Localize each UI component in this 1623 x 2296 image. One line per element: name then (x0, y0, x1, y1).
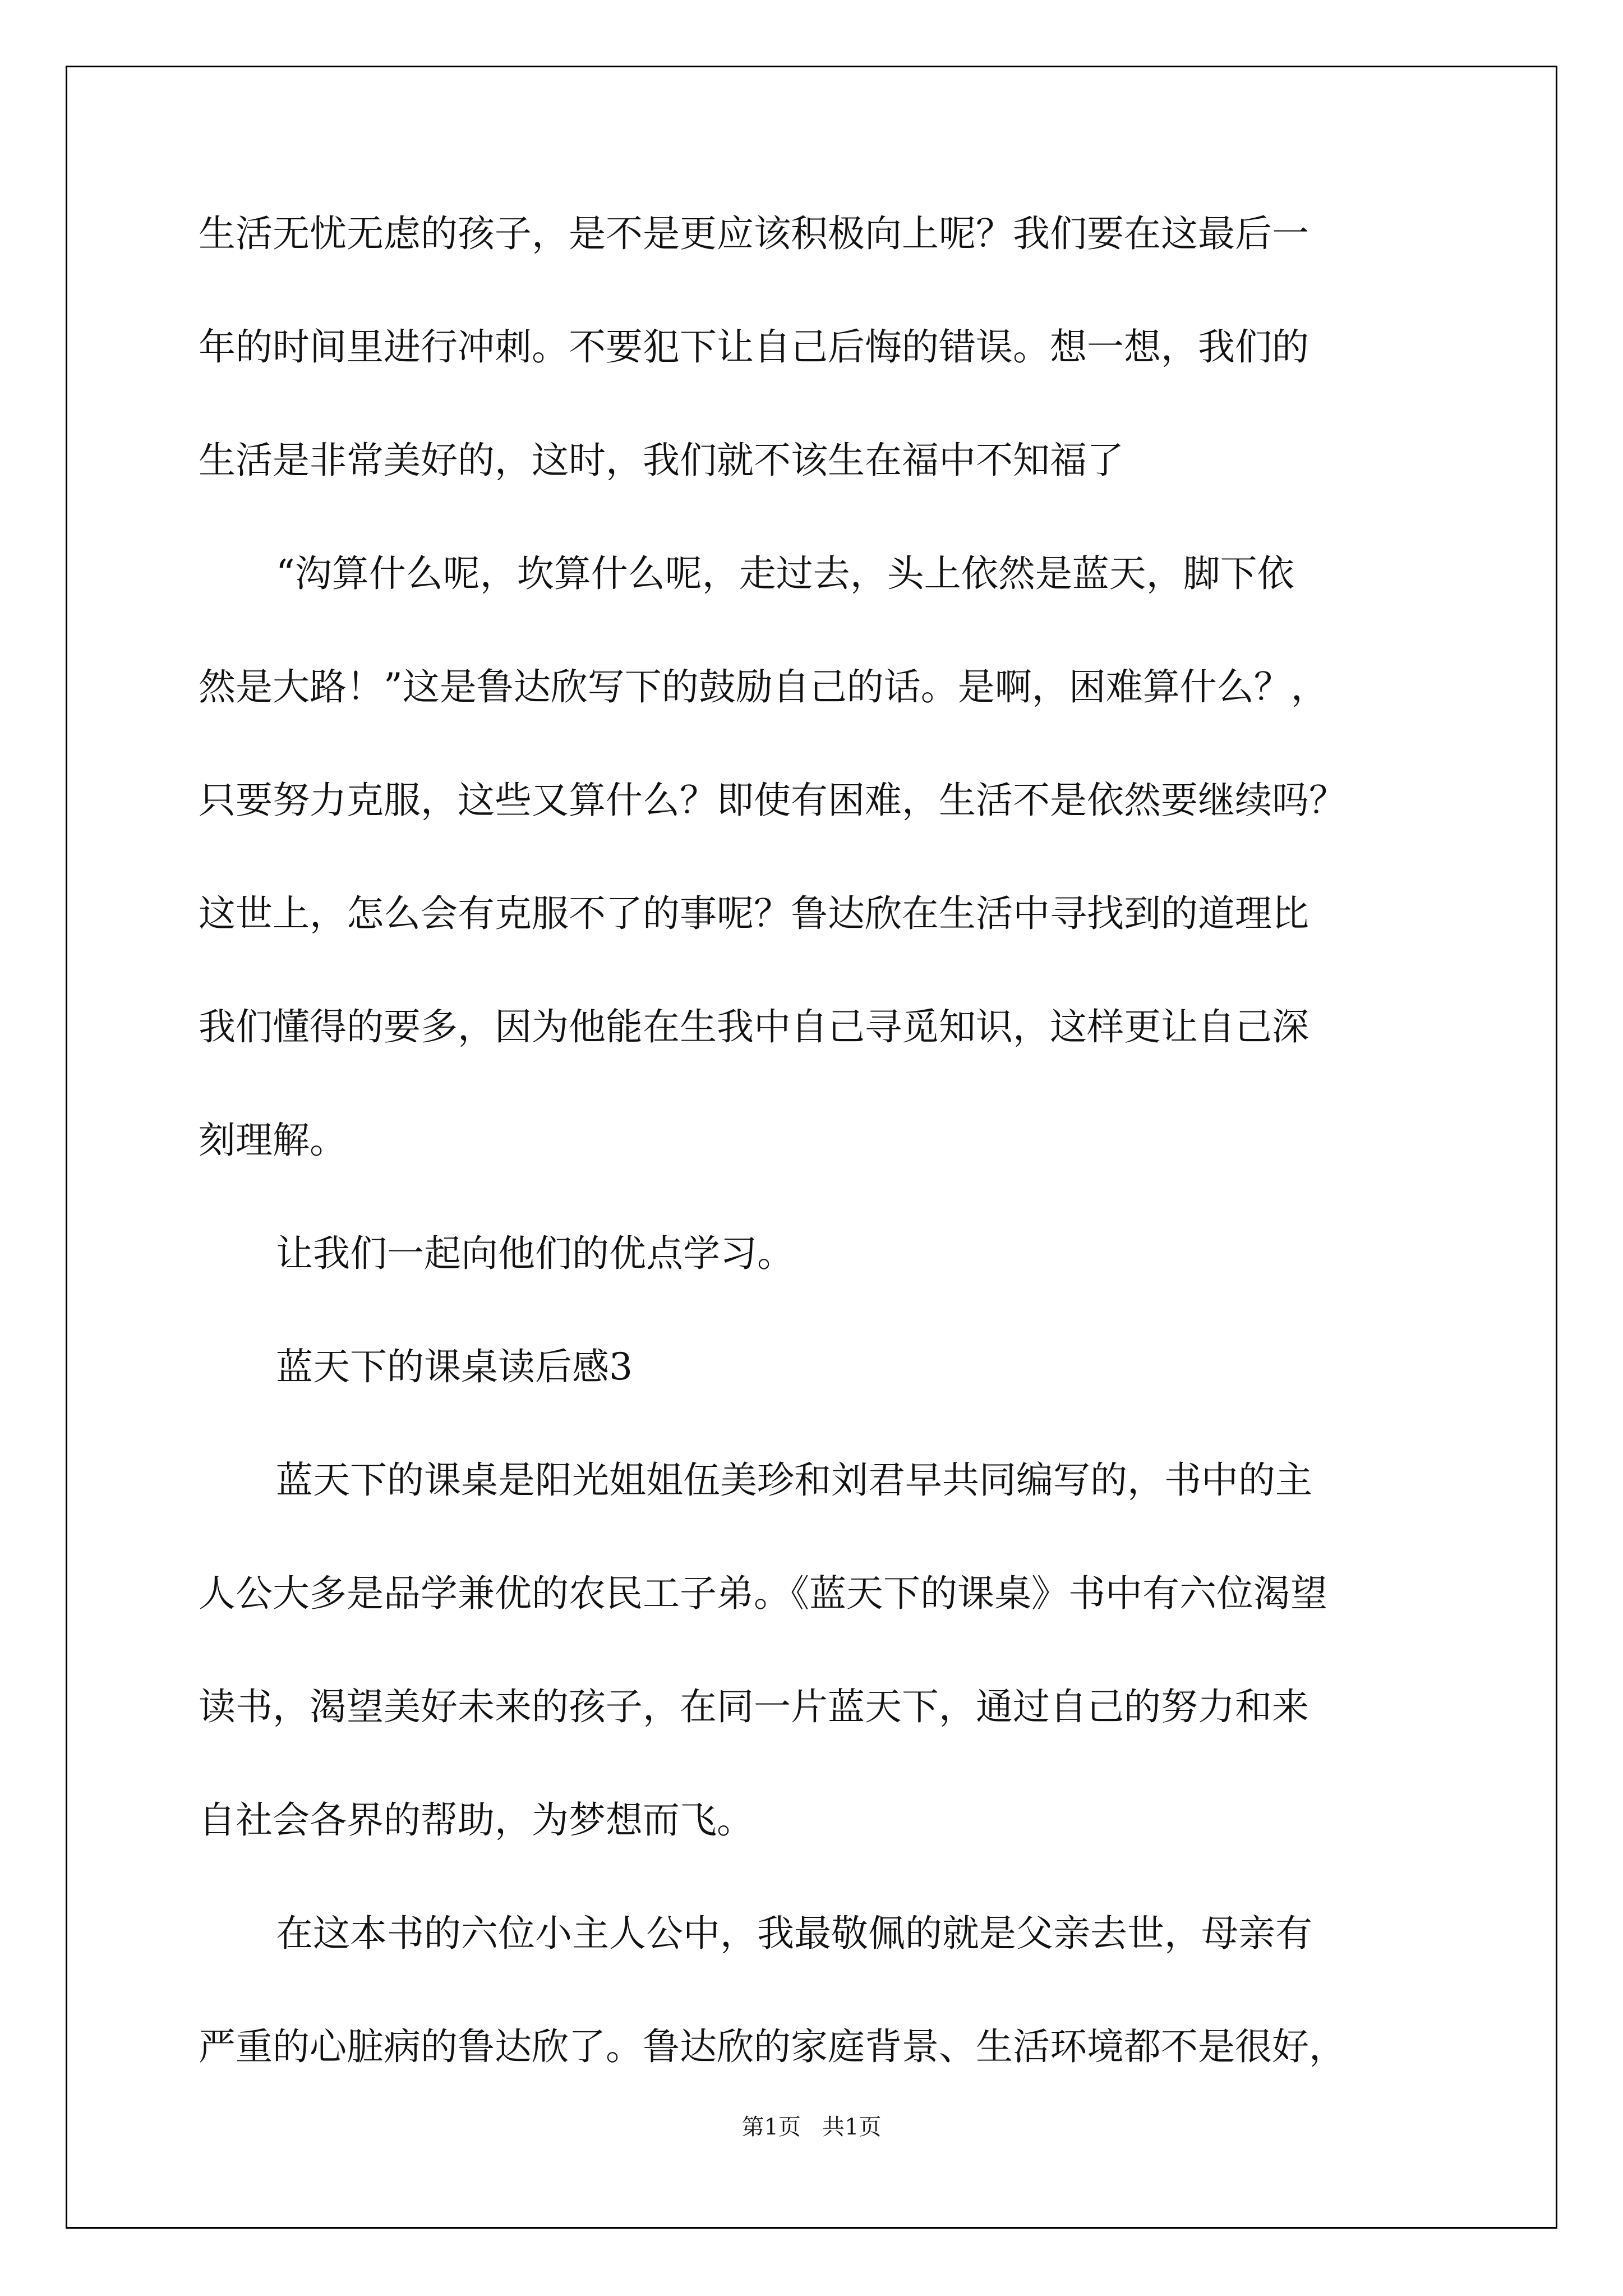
body-line: 刻理解。 (199, 1119, 347, 1162)
paragraph-start-line: 蓝天下的课桌是阳光姐姐伍美珍和刘君早共同编写的，书中的主 (276, 1458, 1312, 1502)
page-footer: 第1页 共1页 (741, 2114, 882, 2140)
body-line: 人公大多是品学兼优的农民工子弟。《蓝天下的课桌》书中有六位渴望 (199, 1572, 1327, 1615)
body-line: 这世上，怎么会有克服不了的事呢？鲁达欣在生活中寻找到的道理比 (199, 892, 1309, 935)
body-line: 只要努力克服，这些又算什么？即使有困难，生活不是依然要继续吗？ (199, 779, 1346, 822)
body-line: 读书，渴望美好未来的孩子，在同一片蓝天下，通过自己的努力和来 (199, 1685, 1309, 1728)
body-line: 我们懂得的要多，因为他能在生我中自己寻觅知识，这样更让自己深 (199, 1005, 1309, 1048)
body-line: 自社会各界的帮助，为梦想而飞。 (199, 1798, 754, 1842)
paragraph-start-line: 在这本书的六位小主人公中，我最敬佩的就是父亲去世，母亲有 (276, 1912, 1312, 1955)
body-line: 年的时间里进行冲刺。不要犯下让自己后悔的错误。想一想，我们的 (199, 325, 1309, 369)
paragraph-start-line: “沟算什么呢，坎算什么呢，走过去，头上依然是蓝天，脚下依 (276, 552, 1294, 595)
body-line: 严重的心脏病的鲁达欣了。鲁达欣的家庭背景、生活环境都不是很好， (199, 2025, 1346, 2068)
body-line: 生活是非常美好的，这时，我们就不该生在福中不知福了 (199, 439, 1124, 482)
document-body (199, 213, 1421, 2068)
body-line: 生活无忧无虑的孩子，是不是更应该积极向上呢？我们要在这最后一 (199, 212, 1309, 255)
body-line: 然是大路！”这是鲁达欣写下的鼓励自己的话。是啊，困难算什么？， (199, 665, 1328, 708)
section-heading: 蓝天下的课桌读后感3 (276, 1345, 633, 1388)
paragraph-start-line: 让我们一起向他们的优点学习。 (276, 1232, 794, 1275)
